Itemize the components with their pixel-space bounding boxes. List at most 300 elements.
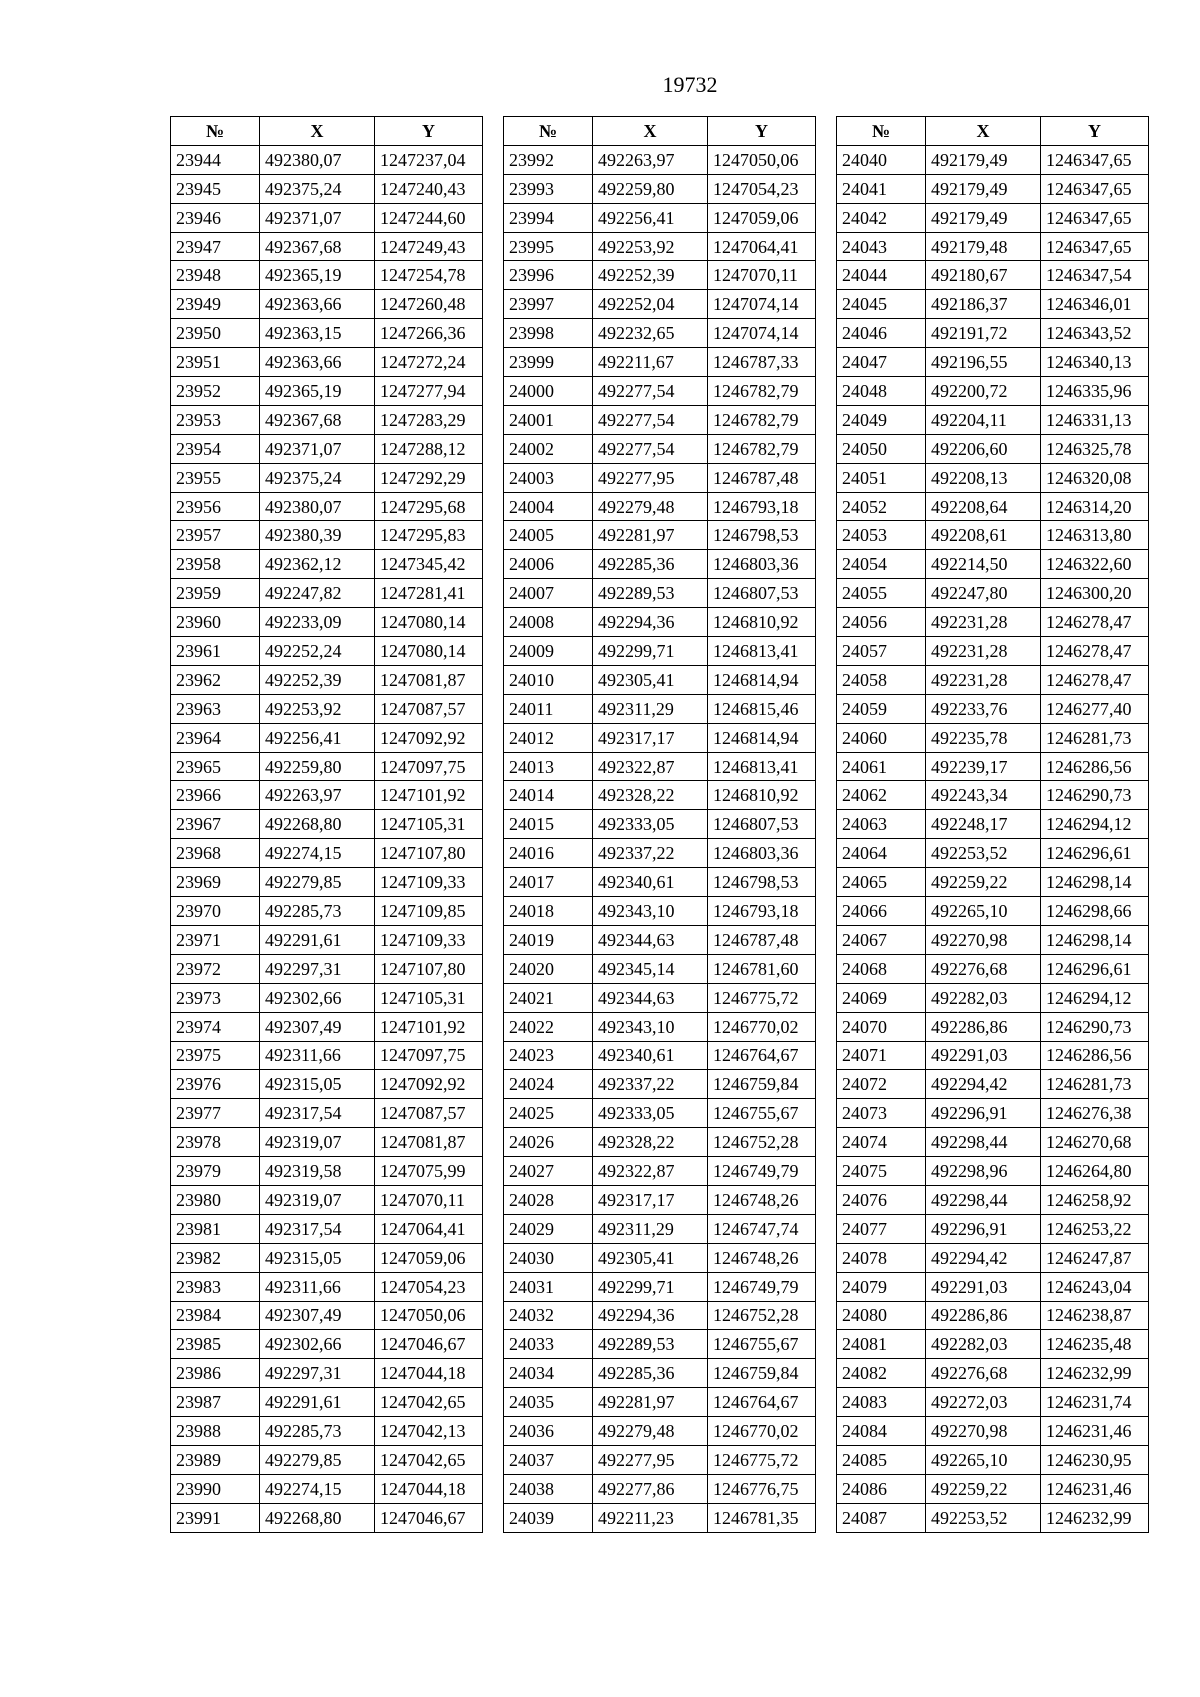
cell-x: 492294,36 [593, 608, 708, 637]
cell-y: 1246747,74 [708, 1214, 816, 1243]
cell-x: 492259,22 [926, 1474, 1041, 1503]
cell-y: 1247042,13 [375, 1417, 483, 1446]
table-row [837, 1012, 1149, 1041]
cell-x: 492263,97 [260, 781, 375, 810]
cell-y: 1247266,36 [375, 319, 483, 348]
table-row [504, 637, 816, 666]
table-row [504, 781, 816, 810]
cell-number: 24081 [837, 1330, 926, 1359]
cell-y: 1247050,06 [375, 1301, 483, 1330]
table-body [171, 145, 483, 1532]
cell-y: 1246286,56 [1041, 752, 1149, 781]
page-number: 19732 [662, 72, 718, 97]
cell-x: 492289,53 [593, 579, 708, 608]
cell-number: 23971 [171, 925, 260, 954]
cell-y: 1246347,65 [1041, 232, 1149, 261]
cell-x: 492322,87 [593, 752, 708, 781]
table-body [504, 145, 816, 1532]
column-header-y: Y [375, 117, 483, 146]
cell-x: 492214,50 [926, 550, 1041, 579]
cell-x: 492319,07 [260, 1185, 375, 1214]
table-row [837, 550, 1149, 579]
cell-number: 23954 [171, 434, 260, 463]
cell-x: 492285,73 [260, 897, 375, 926]
cell-number: 24023 [504, 1041, 593, 1070]
table-row [837, 983, 1149, 1012]
table-row [837, 492, 1149, 521]
table-row [171, 203, 483, 232]
cell-number: 24011 [504, 694, 593, 723]
cell-y: 1246343,52 [1041, 319, 1149, 348]
cell-y: 1247054,23 [708, 174, 816, 203]
cell-number: 23997 [504, 290, 593, 319]
cell-number: 23979 [171, 1157, 260, 1186]
cell-x: 492253,52 [926, 1503, 1041, 1532]
cell-x: 492302,66 [260, 1330, 375, 1359]
cell-number: 23951 [171, 348, 260, 377]
table-row [837, 723, 1149, 752]
cell-y: 1246759,84 [708, 1359, 816, 1388]
cell-number: 24020 [504, 954, 593, 983]
cell-y: 1247345,42 [375, 550, 483, 579]
cell-y: 1246749,79 [708, 1272, 816, 1301]
cell-number: 23948 [171, 261, 260, 290]
cell-y: 1246793,18 [708, 492, 816, 521]
cell-number: 24000 [504, 377, 593, 406]
cell-x: 492363,15 [260, 319, 375, 348]
cell-number: 23944 [171, 145, 260, 174]
cell-y: 1246782,79 [708, 405, 816, 434]
cell-x: 492256,41 [593, 203, 708, 232]
cell-number: 23992 [504, 145, 593, 174]
cell-x: 492299,71 [593, 1272, 708, 1301]
cell-y: 1246340,13 [1041, 348, 1149, 377]
table-row [837, 637, 1149, 666]
cell-x: 492298,44 [926, 1128, 1041, 1157]
column-header-y: Y [1041, 117, 1149, 146]
cell-number: 24050 [837, 434, 926, 463]
cell-y: 1246325,78 [1041, 434, 1149, 463]
cell-number: 24008 [504, 608, 593, 637]
cell-y: 1246752,28 [708, 1301, 816, 1330]
table-row [171, 1388, 483, 1417]
cell-y: 1246803,36 [708, 550, 816, 579]
table-row [171, 839, 483, 868]
cell-x: 492279,85 [260, 868, 375, 897]
cell-y: 1246290,73 [1041, 1012, 1149, 1041]
table-row [837, 174, 1149, 203]
cell-number: 24037 [504, 1445, 593, 1474]
cell-x: 492279,85 [260, 1445, 375, 1474]
cell-number: 23983 [171, 1272, 260, 1301]
cell-number: 24031 [504, 1272, 593, 1301]
cell-x: 492208,64 [926, 492, 1041, 521]
column-header-number: № [504, 117, 593, 146]
cell-y: 1247050,06 [708, 145, 816, 174]
cell-number: 24001 [504, 405, 593, 434]
table-row [171, 1503, 483, 1532]
table-row [837, 1243, 1149, 1272]
table-row [837, 608, 1149, 637]
cell-y: 1246749,79 [708, 1157, 816, 1186]
table-header-row [171, 117, 483, 146]
cell-y: 1246314,20 [1041, 492, 1149, 521]
table-row [837, 145, 1149, 174]
cell-y: 1246346,01 [1041, 290, 1149, 319]
table-row [837, 521, 1149, 550]
cell-y: 1246755,67 [708, 1099, 816, 1128]
cell-number: 24015 [504, 810, 593, 839]
cell-y: 1246798,53 [708, 868, 816, 897]
cell-x: 492307,49 [260, 1012, 375, 1041]
cell-x: 492311,29 [593, 694, 708, 723]
cell-x: 492296,91 [926, 1099, 1041, 1128]
table-row [171, 1474, 483, 1503]
cell-y: 1246748,26 [708, 1243, 816, 1272]
table-row [504, 463, 816, 492]
cell-y: 1247097,75 [375, 752, 483, 781]
table-row [837, 1185, 1149, 1214]
cell-number: 24075 [837, 1157, 926, 1186]
cell-number: 24044 [837, 261, 926, 290]
cell-y: 1247074,14 [708, 319, 816, 348]
cell-y: 1246247,87 [1041, 1243, 1149, 1272]
table-row [171, 463, 483, 492]
cell-x: 492268,80 [260, 1503, 375, 1532]
cell-x: 492179,48 [926, 232, 1041, 261]
cell-x: 492285,36 [593, 550, 708, 579]
cell-y: 1246298,14 [1041, 868, 1149, 897]
cell-x: 492291,03 [926, 1041, 1041, 1070]
column-header-x: X [260, 117, 375, 146]
cell-y: 1246286,56 [1041, 1041, 1149, 1070]
cell-number: 24040 [837, 145, 926, 174]
table-row [504, 1243, 816, 1272]
cell-number: 24084 [837, 1417, 926, 1446]
table-row [837, 1214, 1149, 1243]
cell-x: 492277,54 [593, 377, 708, 406]
table-row [504, 1330, 816, 1359]
cell-y: 1246231,46 [1041, 1474, 1149, 1503]
cell-number: 23965 [171, 752, 260, 781]
cell-number: 23991 [171, 1503, 260, 1532]
cell-y: 1246278,47 [1041, 665, 1149, 694]
cell-y: 1247237,04 [375, 145, 483, 174]
cell-x: 492206,60 [926, 434, 1041, 463]
table-row [171, 637, 483, 666]
cell-y: 1247109,33 [375, 868, 483, 897]
cell-y: 1247092,92 [375, 723, 483, 752]
cell-y: 1247059,06 [375, 1243, 483, 1272]
cell-number: 24071 [837, 1041, 926, 1070]
table-row [837, 1359, 1149, 1388]
table-row [837, 868, 1149, 897]
cell-number: 23945 [171, 174, 260, 203]
cell-y: 1246347,54 [1041, 261, 1149, 290]
table-row [504, 983, 816, 1012]
cell-number: 23963 [171, 694, 260, 723]
cell-number: 24007 [504, 579, 593, 608]
table-row [837, 810, 1149, 839]
cell-y: 1246793,18 [708, 897, 816, 926]
cell-y: 1246813,41 [708, 752, 816, 781]
table-row [504, 377, 816, 406]
cell-number: 23959 [171, 579, 260, 608]
cell-number: 24067 [837, 925, 926, 954]
cell-y: 1247070,11 [708, 261, 816, 290]
cell-y: 1246232,99 [1041, 1503, 1149, 1532]
table-row [504, 665, 816, 694]
cell-number: 24024 [504, 1070, 593, 1099]
cell-x: 492279,48 [593, 492, 708, 521]
cell-x: 492270,98 [926, 1417, 1041, 1446]
cell-x: 492297,31 [260, 954, 375, 983]
cell-number: 24065 [837, 868, 926, 897]
cell-y: 1247101,92 [375, 1012, 483, 1041]
table-row [837, 925, 1149, 954]
cell-x: 492337,22 [593, 1070, 708, 1099]
table-row [837, 665, 1149, 694]
cell-number: 24046 [837, 319, 926, 348]
cell-y: 1247046,67 [375, 1503, 483, 1532]
cell-number: 23989 [171, 1445, 260, 1474]
cell-y: 1246752,28 [708, 1128, 816, 1157]
cell-y: 1247092,92 [375, 1070, 483, 1099]
cell-number: 24060 [837, 723, 926, 752]
cell-y: 1246775,72 [708, 1445, 816, 1474]
cell-number: 24062 [837, 781, 926, 810]
cell-number: 24066 [837, 897, 926, 926]
cell-number: 23976 [171, 1070, 260, 1099]
cell-y: 1246231,74 [1041, 1388, 1149, 1417]
table-row [837, 781, 1149, 810]
table-row [171, 1128, 483, 1157]
table-row [171, 145, 483, 174]
cell-y: 1247107,80 [375, 954, 483, 983]
cell-number: 24048 [837, 377, 926, 406]
cell-y: 1247277,94 [375, 377, 483, 406]
cell-x: 492380,07 [260, 145, 375, 174]
cell-number: 24005 [504, 521, 593, 550]
cell-number: 24009 [504, 637, 593, 666]
cell-number: 24057 [837, 637, 926, 666]
cell-x: 492231,28 [926, 608, 1041, 637]
cell-number: 23961 [171, 637, 260, 666]
cell-x: 492343,10 [593, 897, 708, 926]
table-row [504, 810, 816, 839]
cell-x: 492233,76 [926, 694, 1041, 723]
cell-x: 492259,22 [926, 868, 1041, 897]
table-row [504, 232, 816, 261]
cell-y: 1246277,40 [1041, 694, 1149, 723]
cell-y: 1246764,67 [708, 1388, 816, 1417]
cell-y: 1247249,43 [375, 232, 483, 261]
cell-x: 492208,13 [926, 463, 1041, 492]
cell-number: 23964 [171, 723, 260, 752]
cell-x: 492282,03 [926, 983, 1041, 1012]
cell-y: 1246313,80 [1041, 521, 1149, 550]
cell-number: 24003 [504, 463, 593, 492]
cell-number: 24072 [837, 1070, 926, 1099]
cell-x: 492333,05 [593, 810, 708, 839]
cell-x: 492239,17 [926, 752, 1041, 781]
cell-y: 1247107,80 [375, 839, 483, 868]
cell-y: 1246781,60 [708, 954, 816, 983]
table-row [171, 954, 483, 983]
table-row [837, 1474, 1149, 1503]
cell-number: 24080 [837, 1301, 926, 1330]
cell-number: 24035 [504, 1388, 593, 1417]
cell-number: 23996 [504, 261, 593, 290]
cell-x: 492340,61 [593, 1041, 708, 1070]
cell-x: 492315,05 [260, 1070, 375, 1099]
cell-y: 1247064,41 [375, 1214, 483, 1243]
cell-y: 1247044,18 [375, 1359, 483, 1388]
cell-x: 492281,97 [593, 521, 708, 550]
cell-y: 1247046,67 [375, 1330, 483, 1359]
cell-x: 492233,09 [260, 608, 375, 637]
cell-x: 492247,80 [926, 579, 1041, 608]
cell-y: 1247081,87 [375, 1128, 483, 1157]
cell-y: 1246781,35 [708, 1503, 816, 1532]
cell-number: 23962 [171, 665, 260, 694]
cell-number: 24021 [504, 983, 593, 1012]
cell-y: 1246258,92 [1041, 1185, 1149, 1214]
table-row [837, 319, 1149, 348]
cell-number: 23978 [171, 1128, 260, 1157]
table-row [504, 868, 816, 897]
cell-number: 23995 [504, 232, 593, 261]
table-row [837, 1041, 1149, 1070]
cell-x: 492345,14 [593, 954, 708, 983]
cell-x: 492371,07 [260, 203, 375, 232]
table-row [504, 492, 816, 521]
table-row [837, 1070, 1149, 1099]
cell-number: 24085 [837, 1445, 926, 1474]
table-row [504, 1445, 816, 1474]
table-row [837, 261, 1149, 290]
cell-number: 23953 [171, 405, 260, 434]
table-row [504, 348, 816, 377]
cell-x: 492252,39 [593, 261, 708, 290]
coordinates-table-2 [503, 116, 816, 1533]
table-row [504, 290, 816, 319]
cell-x: 492294,42 [926, 1243, 1041, 1272]
cell-x: 492319,58 [260, 1157, 375, 1186]
table-row [504, 694, 816, 723]
cell-y: 1247042,65 [375, 1445, 483, 1474]
cell-y: 1246347,65 [1041, 145, 1149, 174]
cell-x: 492380,07 [260, 492, 375, 521]
cell-y: 1247260,48 [375, 290, 483, 319]
cell-x: 492291,61 [260, 925, 375, 954]
cell-x: 492180,67 [926, 261, 1041, 290]
cell-x: 492294,36 [593, 1301, 708, 1330]
cell-y: 1247281,41 [375, 579, 483, 608]
cell-x: 492317,54 [260, 1099, 375, 1128]
cell-x: 492279,48 [593, 1417, 708, 1446]
cell-x: 492289,53 [593, 1330, 708, 1359]
cell-x: 492328,22 [593, 1128, 708, 1157]
cell-number: 23990 [171, 1474, 260, 1503]
cell-number: 24006 [504, 550, 593, 579]
cell-number: 24076 [837, 1185, 926, 1214]
table-row [837, 348, 1149, 377]
table-row [837, 1503, 1149, 1532]
table-row [837, 1330, 1149, 1359]
table-row [171, 1243, 483, 1272]
cell-x: 492243,34 [926, 781, 1041, 810]
cell-number: 24049 [837, 405, 926, 434]
cell-x: 492365,19 [260, 261, 375, 290]
cell-y: 1247295,68 [375, 492, 483, 521]
table-row [171, 781, 483, 810]
cell-y: 1246231,46 [1041, 1417, 1149, 1446]
cell-y: 1246798,53 [708, 521, 816, 550]
cell-y: 1247080,14 [375, 637, 483, 666]
cell-number: 23950 [171, 319, 260, 348]
cell-x: 492272,03 [926, 1388, 1041, 1417]
cell-x: 492252,24 [260, 637, 375, 666]
cell-x: 492302,66 [260, 983, 375, 1012]
cell-x: 492298,44 [926, 1185, 1041, 1214]
table-row [504, 261, 816, 290]
table-row [171, 261, 483, 290]
cell-y: 1246813,41 [708, 637, 816, 666]
cell-x: 492208,61 [926, 521, 1041, 550]
cell-x: 492191,72 [926, 319, 1041, 348]
table-row [837, 377, 1149, 406]
cell-number: 23975 [171, 1041, 260, 1070]
table-row [504, 1388, 816, 1417]
cell-x: 492322,87 [593, 1157, 708, 1186]
cell-x: 492286,86 [926, 1012, 1041, 1041]
cell-number: 24045 [837, 290, 926, 319]
table-row [171, 492, 483, 521]
table-row [504, 434, 816, 463]
table-row [171, 1041, 483, 1070]
cell-number: 24078 [837, 1243, 926, 1272]
cell-x: 492340,61 [593, 868, 708, 897]
cell-number: 23974 [171, 1012, 260, 1041]
cell-x: 492317,54 [260, 1214, 375, 1243]
cell-x: 492179,49 [926, 203, 1041, 232]
cell-number: 23998 [504, 319, 593, 348]
cell-number: 23980 [171, 1185, 260, 1214]
cell-y: 1246298,14 [1041, 925, 1149, 954]
cell-y: 1246782,79 [708, 434, 816, 463]
cell-number: 24064 [837, 839, 926, 868]
cell-number: 24002 [504, 434, 593, 463]
cell-y: 1246294,12 [1041, 810, 1149, 839]
cell-y: 1247097,75 [375, 1041, 483, 1070]
cell-number: 23981 [171, 1214, 260, 1243]
cell-number: 24056 [837, 608, 926, 637]
cell-number: 24083 [837, 1388, 926, 1417]
column-header-x: X [593, 117, 708, 146]
table-row [171, 550, 483, 579]
cell-number: 24017 [504, 868, 593, 897]
cell-y: 1246331,13 [1041, 405, 1149, 434]
cell-number: 24036 [504, 1417, 593, 1446]
cell-y: 1247105,31 [375, 810, 483, 839]
cell-x: 492247,82 [260, 579, 375, 608]
cell-y: 1247074,14 [708, 290, 816, 319]
cell-y: 1246759,84 [708, 1070, 816, 1099]
cell-number: 24033 [504, 1330, 593, 1359]
table-row [171, 694, 483, 723]
cell-number: 24063 [837, 810, 926, 839]
